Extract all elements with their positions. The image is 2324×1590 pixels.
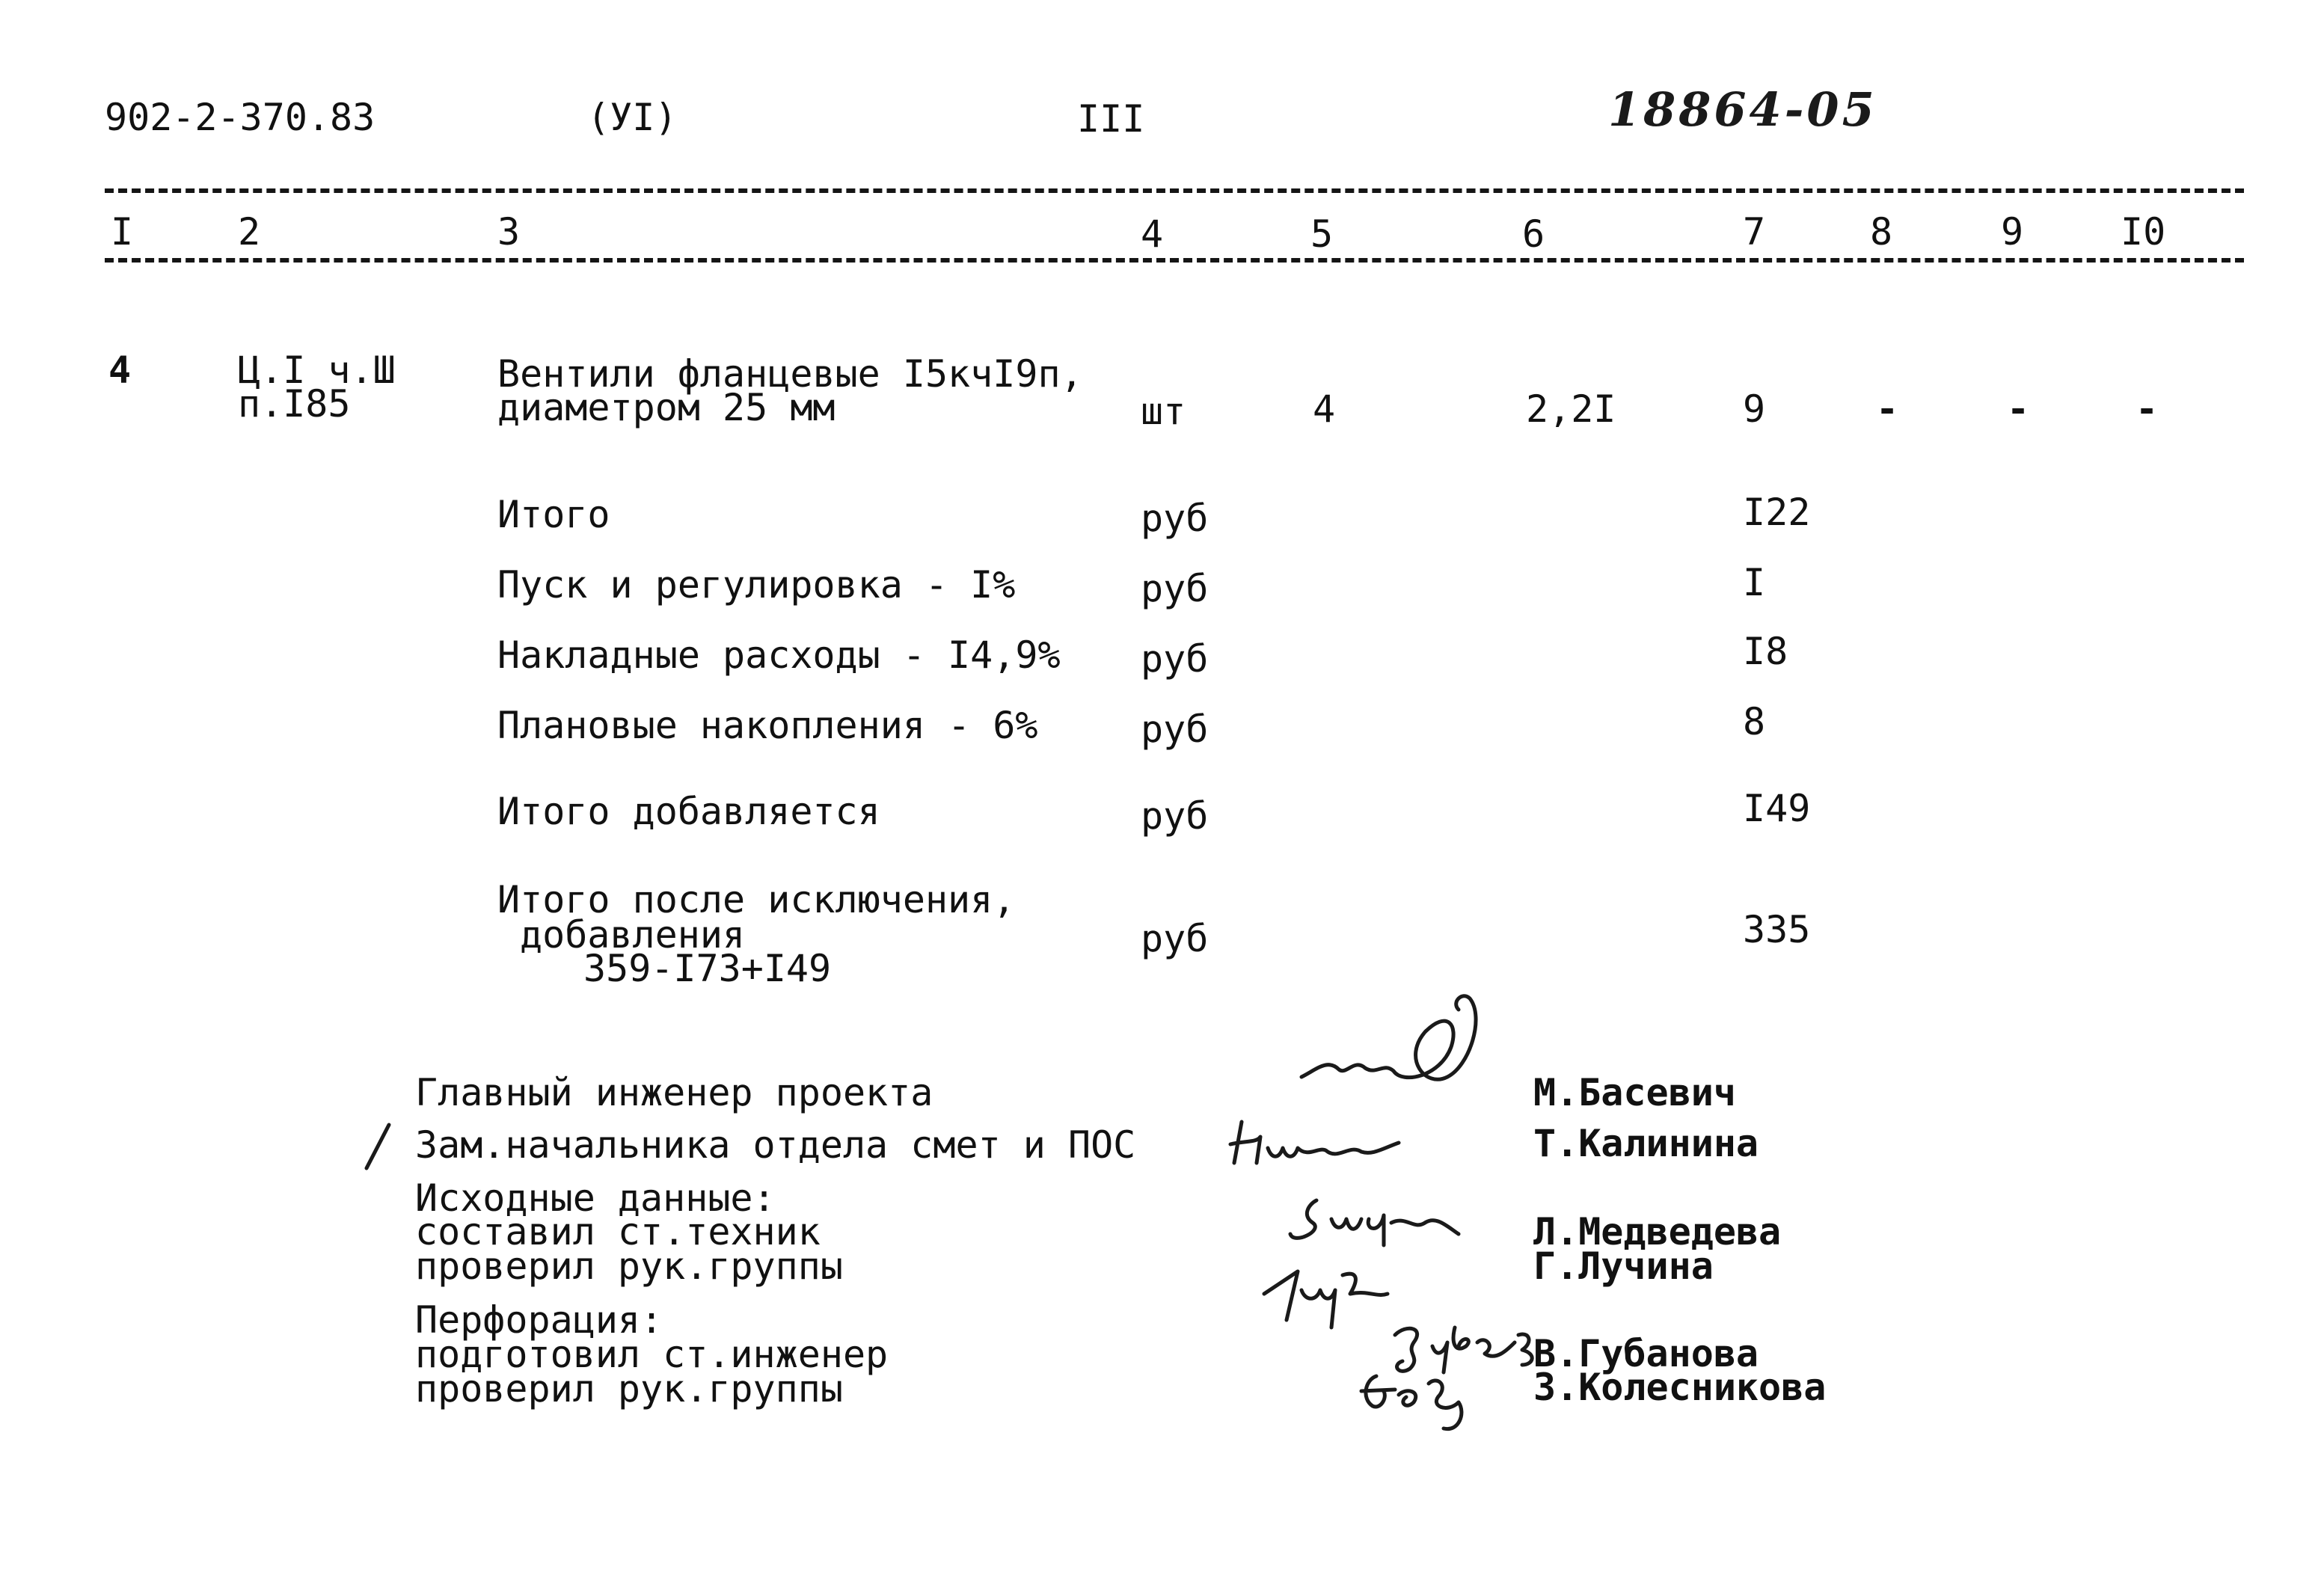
column-header: 6 <box>1522 212 1545 256</box>
column-8-value: - <box>1876 387 1899 431</box>
summary-value: I49 <box>1743 787 1811 830</box>
column-header: 3 <box>497 210 521 254</box>
summary-label: Итого <box>497 493 610 536</box>
deputy-head-name: Т.Калинина <box>1533 1122 1759 1165</box>
summary-unit: руб <box>1141 637 1209 681</box>
deputy-head-title: Зам.начальника отдела смет и ПОС <box>415 1123 1136 1167</box>
final-unit: руб <box>1141 917 1209 960</box>
signature-chief-engineer <box>1298 987 1500 1099</box>
column-header: 5 <box>1310 212 1334 256</box>
quantity: 4 <box>1313 387 1336 431</box>
checked-by-name-2: З.Колесникова <box>1533 1366 1827 1409</box>
handwritten-number: 18864-05 <box>1608 82 1877 137</box>
chief-engineer-title: Главный инженер проекта <box>415 1071 933 1114</box>
column-header: 4 <box>1141 212 1164 256</box>
margin-check-mark <box>359 1122 396 1174</box>
header-bottom-rule <box>105 258 2244 263</box>
summary-unit: руб <box>1141 567 1209 610</box>
summary-value: I <box>1743 561 1766 604</box>
compiled-by-name: Л.Медведева <box>1533 1210 1782 1253</box>
summary-label: Пуск и регулировка - I% <box>497 563 1016 607</box>
total: 9 <box>1743 387 1766 431</box>
document-number: 902-2-370.83 <box>105 96 375 139</box>
checked-by-title: проверил рук.группы <box>415 1244 843 1288</box>
source-data-heading: Исходные данные: <box>415 1176 776 1220</box>
summary-label: Плановые накопления - 6% <box>497 704 1038 747</box>
unit-price: 2,2I <box>1526 387 1616 431</box>
perforation-heading: Перфорация: <box>415 1298 663 1342</box>
signature-deputy-head <box>1227 1114 1406 1174</box>
summary-value: I8 <box>1743 630 1788 673</box>
column-9-value: - <box>2007 387 2030 431</box>
final-label-line2: добавления <box>520 913 746 957</box>
column-header: 2 <box>238 210 261 254</box>
summary-label: Накладные расходы - I4,9% <box>497 633 1061 677</box>
signature-checked-by-2 <box>1354 1361 1503 1436</box>
checked-by-name: Г.Лучина <box>1533 1244 1714 1288</box>
final-value: 335 <box>1743 908 1811 951</box>
summary-value: I22 <box>1743 491 1811 534</box>
summary-unit: руб <box>1141 794 1209 838</box>
checked-by-title-2: проверил рук.группы <box>415 1367 843 1411</box>
chief-engineer-name: М.Басевич <box>1533 1071 1736 1114</box>
prepared-by-name: В.Губанова <box>1533 1332 1759 1375</box>
summary-value: 8 <box>1743 700 1766 743</box>
norm-reference-line2: п.I85 <box>238 382 351 426</box>
final-formula: 359-I73+I49 <box>583 947 832 990</box>
header-top-rule <box>105 188 2244 193</box>
signature-compiled-by <box>1287 1189 1466 1256</box>
column-header: I0 <box>2121 210 2166 254</box>
norm-reference-line1: Ц.I ч.Ш <box>238 349 396 392</box>
row-number: 4 <box>108 349 132 392</box>
column-10-value: - <box>2136 387 2159 431</box>
column-header: 7 <box>1743 210 1766 254</box>
final-label-line1: Итого после исключения, <box>497 878 1016 921</box>
section-code: (УI) <box>587 96 678 139</box>
column-header: I <box>111 210 134 254</box>
summary-unit: руб <box>1141 707 1209 751</box>
unit: шт <box>1141 390 1186 433</box>
column-header: 9 <box>2001 210 2024 254</box>
item-name-line2: диаметром 25 мм <box>497 386 836 429</box>
compiled-by-title: составил ст.техник <box>415 1210 821 1253</box>
item-name-line1: Вентили фланцевые I5кчI9п, <box>497 352 1083 396</box>
summary-label: Итого добавляется <box>497 790 880 833</box>
column-header: 8 <box>1870 210 1893 254</box>
summary-unit: руб <box>1141 497 1209 540</box>
page-number: III <box>1077 97 1145 141</box>
prepared-by-title: подготовил ст.инженер <box>415 1333 889 1376</box>
